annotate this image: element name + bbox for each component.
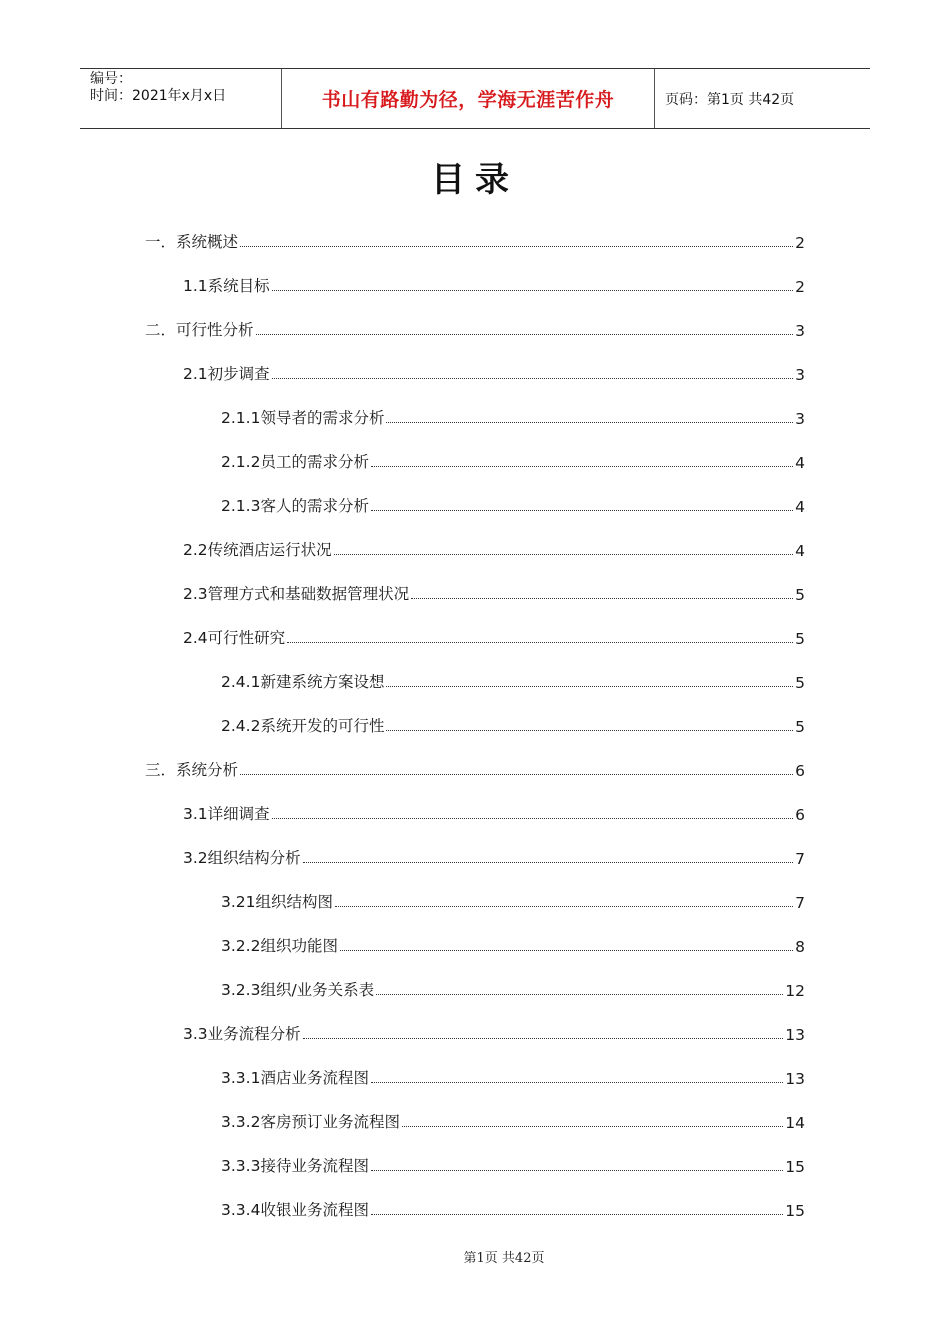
toc-entry-label: 3.3.4收银业务流程图 xyxy=(221,1201,369,1219)
toc-entry-page: 3 xyxy=(795,322,805,340)
doc-time: 时间：2021年x月x日 xyxy=(90,88,227,104)
toc-entry[interactable] xyxy=(221,402,805,428)
toc-entry-label: 三．系统分析 xyxy=(145,761,239,779)
toc-leader-dots xyxy=(386,685,793,687)
toc-leader-dots xyxy=(287,641,793,643)
toc-entry[interactable] xyxy=(183,534,805,560)
toc-entry-page: 13 xyxy=(785,1070,805,1088)
toc-entry-page: 4 xyxy=(795,454,805,472)
toc-leader-dots xyxy=(340,949,793,951)
page-header xyxy=(80,68,870,129)
toc-entry-page: 2 xyxy=(795,234,805,252)
toc-entry[interactable] xyxy=(221,666,805,692)
toc-entry[interactable] xyxy=(183,798,805,824)
toc-entry-page: 13 xyxy=(785,1026,805,1044)
toc-entry[interactable] xyxy=(183,578,805,604)
toc-entry-page: 6 xyxy=(795,806,805,824)
toc-leader-dots xyxy=(256,333,794,335)
toc-entry-label: 2.3管理方式和基础数据管理状况 xyxy=(183,585,410,603)
toc-leader-dots xyxy=(371,1169,783,1171)
toc-leader-dots xyxy=(334,553,793,555)
toc-entry-label: 1.1系统目标 xyxy=(183,277,270,295)
toc-entry[interactable] xyxy=(145,314,805,340)
toc-entry-page: 4 xyxy=(795,542,805,560)
toc-entry-label: 3.3.2客房预订业务流程图 xyxy=(221,1113,400,1131)
toc-entry-label: 二．可行性分析 xyxy=(145,321,254,339)
toc-entry[interactable] xyxy=(221,1106,805,1132)
toc-leader-dots xyxy=(402,1125,783,1127)
toc-entry-page: 6 xyxy=(795,762,805,780)
toc-leader-dots xyxy=(371,1213,783,1215)
toc-entry-label: 3.1详细调查 xyxy=(183,805,270,823)
toc-leader-dots xyxy=(371,509,793,511)
toc-leader-dots xyxy=(386,729,793,731)
toc-entry-label: 2.4可行性研究 xyxy=(183,629,286,647)
toc-entry-page: 7 xyxy=(795,850,805,868)
header-motto: 书山有路勤为径，学海无涯苦作舟 xyxy=(281,69,655,128)
toc-entry[interactable] xyxy=(221,974,805,1000)
toc-entry[interactable] xyxy=(183,622,805,648)
toc-entry-label: 2.1.2员工的需求分析 xyxy=(221,453,369,471)
toc-entry-page: 14 xyxy=(785,1114,805,1132)
toc-entry-page: 15 xyxy=(785,1202,805,1220)
page-footer: 第1页 共42页 xyxy=(463,1251,545,1266)
toc-entry[interactable] xyxy=(183,270,805,296)
toc-entry-page: 4 xyxy=(795,498,805,516)
toc-entry-page: 5 xyxy=(795,674,805,692)
toc-entry[interactable] xyxy=(183,1018,805,1044)
toc-leader-dots xyxy=(386,421,793,423)
toc-entry[interactable] xyxy=(221,930,805,956)
toc-leader-dots xyxy=(303,861,793,863)
toc-leader-dots xyxy=(272,377,793,379)
toc-entry-label: 3.3.1酒店业务流程图 xyxy=(221,1069,369,1087)
toc-entry-label: 3.3.3接待业务流程图 xyxy=(221,1157,369,1175)
toc-leader-dots xyxy=(240,245,793,247)
toc-entry-label: 3.2组织结构分析 xyxy=(183,849,301,867)
toc-entry-page: 3 xyxy=(795,410,805,428)
toc-entry-page: 5 xyxy=(795,586,805,604)
toc-entry[interactable] xyxy=(221,446,805,472)
toc-leader-dots xyxy=(272,817,793,819)
toc-entry-label: 3.2.2组织功能图 xyxy=(221,937,338,955)
toc-entry-label: 3.21组织结构图 xyxy=(221,893,334,911)
toc-leader-dots xyxy=(272,289,793,291)
toc-title: 目录 xyxy=(431,160,519,200)
toc-entry-page: 5 xyxy=(795,630,805,648)
toc-entry-page: 12 xyxy=(785,982,805,1000)
toc-entry-label: 2.1.3客人的需求分析 xyxy=(221,497,369,515)
toc-leader-dots xyxy=(335,905,793,907)
toc-entry-label: 2.2传统酒店运行状况 xyxy=(183,541,332,559)
toc-leader-dots xyxy=(376,993,783,995)
toc-leader-dots xyxy=(303,1037,784,1039)
toc-entry[interactable] xyxy=(221,1150,805,1176)
toc-entry-label: 2.4.2系统开发的可行性 xyxy=(221,717,385,735)
toc-entry-label: 一．系统概述 xyxy=(145,233,239,251)
toc-entry[interactable] xyxy=(183,358,805,384)
toc-entry-page: 15 xyxy=(785,1158,805,1176)
doc-number-label: 编号： xyxy=(90,71,132,87)
toc-entry-page: 8 xyxy=(795,938,805,956)
toc-entry-label: 2.1初步调查 xyxy=(183,365,270,383)
toc-entry[interactable] xyxy=(145,226,805,252)
header-page-info: 页码：第1页 共42页 xyxy=(665,91,795,108)
toc-entry-label: 2.1.1领导者的需求分析 xyxy=(221,409,385,427)
toc-entry-page: 3 xyxy=(795,366,805,384)
toc-entry[interactable] xyxy=(221,1194,805,1220)
toc-entry-label: 2.4.1新建系统方案设想 xyxy=(221,673,385,691)
toc-entry-label: 3.2.3组织/业务关系表 xyxy=(221,981,375,999)
toc-entry[interactable] xyxy=(145,754,805,780)
toc-entry[interactable] xyxy=(183,842,805,868)
toc-entry[interactable] xyxy=(221,1062,805,1088)
header-meta xyxy=(80,69,281,128)
toc-leader-dots xyxy=(371,465,793,467)
toc-leader-dots xyxy=(240,773,793,775)
toc-entry[interactable] xyxy=(221,490,805,516)
toc-entry-label: 3.3业务流程分析 xyxy=(183,1025,301,1043)
toc-leader-dots xyxy=(411,597,793,599)
toc-entry[interactable] xyxy=(221,886,805,912)
toc-leader-dots xyxy=(371,1081,783,1083)
toc-entry-page: 2 xyxy=(795,278,805,296)
toc-entry-page: 7 xyxy=(795,894,805,912)
toc-entry-page: 5 xyxy=(795,718,805,736)
toc-entry[interactable] xyxy=(221,710,805,736)
